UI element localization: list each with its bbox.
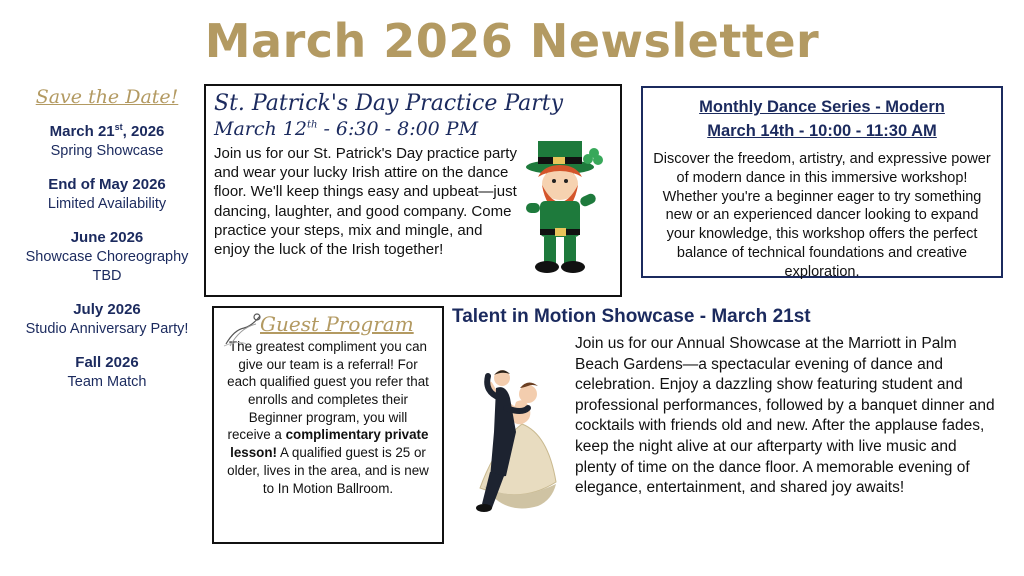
save-item-text: Spring Showcase xyxy=(50,142,164,159)
st-patricks-title: St. Patrick's Day Practice Party xyxy=(214,91,564,116)
list-item xyxy=(18,122,196,161)
list-item xyxy=(18,228,196,286)
dancer-line-art-icon xyxy=(220,310,268,350)
save-item-text: Showcase Choreography TBD xyxy=(25,248,189,284)
save-item-date: Fall 2026 xyxy=(75,353,139,371)
guest-program-highlight: complimentary private lesson! xyxy=(230,427,429,461)
save-item-text: Limited Availability xyxy=(47,195,167,212)
page-title: March 2026 Newsletter xyxy=(204,14,820,68)
list-item xyxy=(18,300,196,339)
save-the-date-column xyxy=(18,86,196,406)
guest-program-title: Guest Program xyxy=(260,312,414,336)
monthly-dance-series-body: Discover the freedom, artistry, and expressive power of modern dance in this immersive workshop! Whether you're a beginner eager to try something new or an experienced dancer looking to expand your knowledge, this workshop offers the perfect balance of technical foundations and creative exploration. xyxy=(653,150,991,280)
list-item xyxy=(18,175,196,214)
showcase-title: Talent in Motion Showcase - March 21st xyxy=(452,306,811,327)
save-item-date: June 2026 xyxy=(70,228,144,246)
leprechaun-illustration xyxy=(504,129,616,279)
save-the-date-heading: Save the Date! xyxy=(35,86,179,108)
monthly-dance-series-box xyxy=(641,86,1003,278)
showcase-body: Join us for our Annual Showcase at the Marriott in Palm Beach Gardens—a spectacular evening of dance and celebration. Enjoy a dazzling show featuring student and professional performances, followed by a banquet dinner and cocktails with friends old and new. After the applause fades, keep the night alive at our afterparty with live music and plenty of time on the dance floor. A memorable evening of elegance, entertainment, and shared joy awaits! xyxy=(575,335,995,497)
save-item-text: Studio Anniversary Party! xyxy=(25,320,189,337)
st-patricks-datetime: March 12th - 6:30 - 8:00 PM xyxy=(214,118,479,140)
st-patricks-party-box xyxy=(204,84,622,297)
ballroom-dancers-illustration xyxy=(456,332,588,532)
save-item-date: July 2026 xyxy=(73,300,141,318)
guest-program-body: The greatest compliment you can give our team is a referral! For each qualified guest you refer that enrolls and completes their Beginner program, you will receive a complimentary private lesson! A qualified guest is 25 or older, lives in the area, and is new to In Motion Ballroom. xyxy=(227,339,429,496)
date-ordinal-suffix: th xyxy=(306,119,318,131)
monthly-dance-series-title: Monthly Dance Series - Modern March 14th - 10:00 - 11:30 AM xyxy=(699,98,945,140)
st-patricks-body: Join us for our St. Patrick's Day practice party and wear your lucky Irish attire on the dance floor. We'll keep things easy and upbeat—just dancing, laughter, and good company. Come practice your steps, mix and mingle, and enjoy the luck of the Irish together! xyxy=(214,145,517,258)
save-item-date: March 21st, 2026 xyxy=(49,122,165,140)
save-item-date: End of May 2026 xyxy=(48,175,166,193)
guest-program-box xyxy=(212,306,444,544)
save-item-text: Team Match xyxy=(67,373,147,390)
list-item xyxy=(18,353,196,392)
date-ordinal-suffix: st xyxy=(114,122,123,132)
